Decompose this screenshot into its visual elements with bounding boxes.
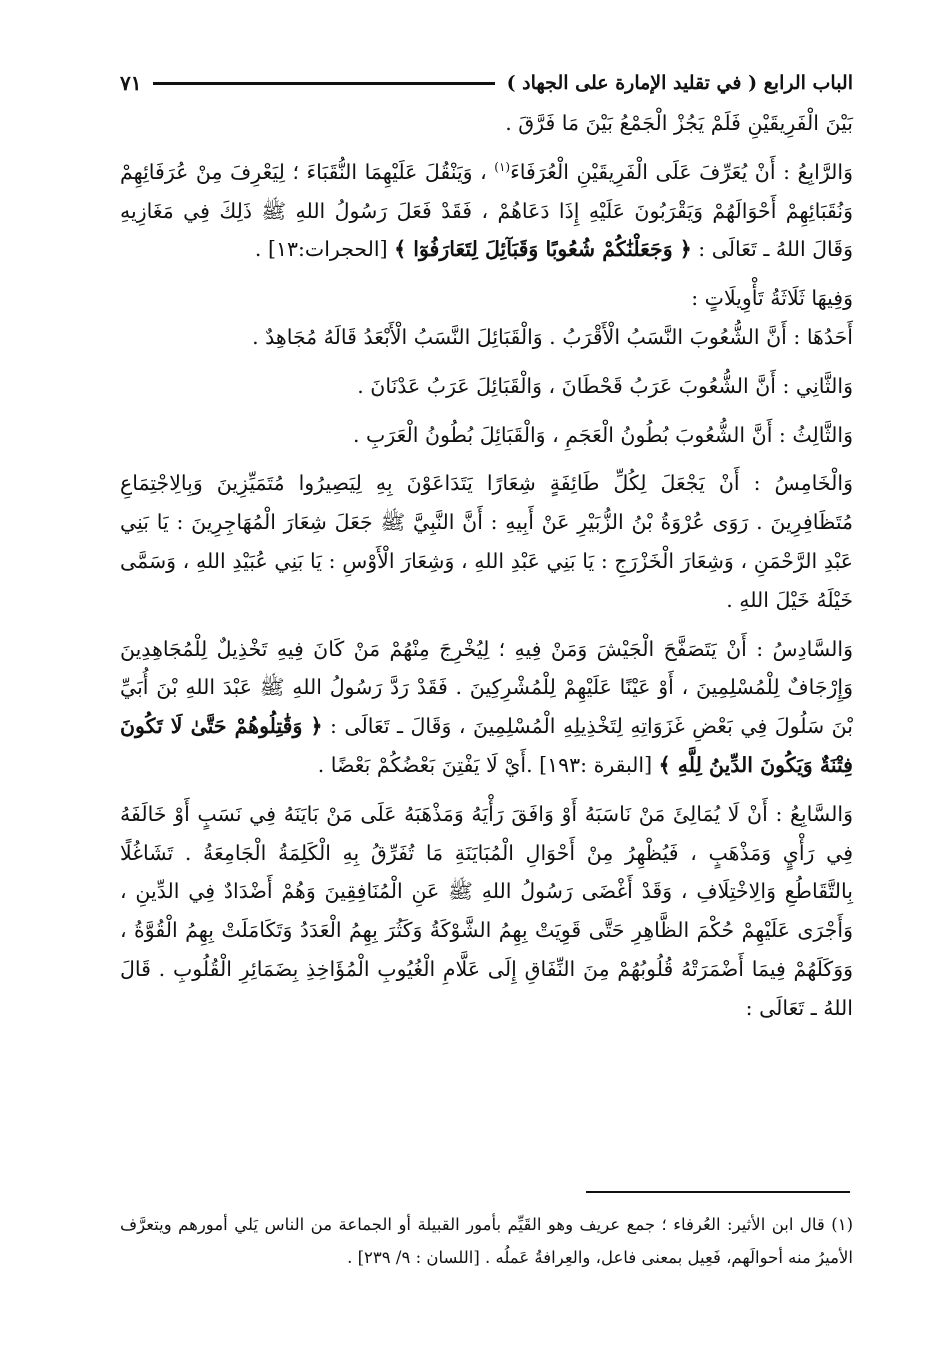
paragraph-text: وَفِيهَا ثَلَاثَةُ تَأْوِيلَاتٍ : [691, 286, 853, 311]
quran-verse: ﴿ وَقَٰتِلُوهُمْ حَتَّىٰ لَا تَكُونَ فِتْنَةٌ وَيَكُونَ الدِّينُ لِلَّهِ ﴾ [120, 714, 853, 777]
paragraph-continuation [120, 104, 853, 143]
paragraph-seventh [120, 795, 853, 1028]
running-header [120, 66, 853, 100]
paragraph-sixth [120, 630, 853, 785]
paragraph-interpretation-second [120, 367, 853, 406]
paragraph-interpretation-first [120, 318, 853, 357]
footnotes [120, 1208, 853, 1274]
paragraph-text: ، وَيَنْقُلَ عَلَيْهِمَا النُّقَبَاءَ ؛ لِيَعْرِفَ مِنْ عُرَفَائِهِمْ وَنُقَبَائِهِمْ أَحْوَالَهُمْ وَيَقْرَبُونَ عَلَيْهِ إِذَا دَعَاهُمْ ، فَقَدْ فَعَلَ رَسُولُ اللهِ ﷺ ذَلِكَ فِي مَغَازِيهِ وَقَالَ اللهُ ـ تَعَالَى : [120, 159, 853, 262]
quran-verse: ﴿ وَجَعَلْنَٰكُمْ شُعُوبًا وَقَبَآئِلَ لِتَعَارَفُوٓا ﴾ [394, 237, 692, 262]
paragraph-interpretation-third [120, 416, 853, 455]
paragraph-text: أَنَّ الشُّعُوبَ عَرَبُ قَحْطَانَ ، وَالْقَبَائِلَ عَرَبُ عَدْنَانَ . [357, 373, 776, 398]
paragraph-lead: وَالسَّابِعُ : [767, 801, 853, 826]
paragraph-lead: أَحَدُهَا : [786, 324, 853, 349]
main-text [120, 104, 853, 1028]
paragraph-lead: وَالثَّالِثُ : [772, 422, 853, 447]
footnote-separator [586, 1191, 850, 1193]
chapter-title: الباب الرابع ( في تقليد الإمارة على الجهاد ) [506, 72, 853, 94]
page-number: ٧١ [120, 71, 142, 95]
paragraph-lead: وَالرَّابِعُ : [775, 159, 853, 184]
paragraph-fifth [120, 464, 853, 619]
paragraph-interpretations-intro [120, 279, 853, 318]
paragraph-text: بَيْنَ الْفَرِيقَيْنِ فَلَمْ يَجُزْ الْجَمْعُ بَيْنَ مَا فَرَّقَ . [505, 111, 853, 135]
paragraph-lead: وَالسَّادِسُ : [746, 636, 853, 661]
footnote-marker: (١) [494, 159, 511, 174]
paragraph-text: أَنْ يَجْعَلَ لِكُلِّ طَائِفَةٍ شِعَارًا يَتَدَاعَوْنَ بِهِ لِيَصِيرُوا مُتَمَيِّزِينَ وَبِالِاجْتِمَاعِ مُتَظَافِرِينَ . رَوَى عُرْوَةُ بْنُ الزُّبَيْرِ عَنْ أَبِيهِ : أَنَّ النَّبِيَّ ﷺ جَعَلَ شِعَارَ الْمُهَاجِرِينَ : يَا بَنِي عَبْدِ الرَّحْمَنِ ، وَشِعَارَ الْخَزْرَجِ : يَا بَنِي عَبْدِ اللهِ ، وَشِعَارَ الْأَوْسِ : يَا بَنِي عُبَيْدِ اللهِ ، وَسَمَّى خَيْلَهُ خَيْلَ اللهِ . [120, 471, 853, 612]
header-rule [153, 82, 494, 85]
paragraph-fourth [120, 153, 853, 269]
verse-citation: [البقرة :١٩٣] .أَيْ لَا يَفْتِنَ بَعْضُكُمْ بَعْضًا . [317, 752, 659, 777]
paragraph-text: أَنْ يَتَصَفَّحَ الْجَيْشَ وَمَنْ فِيهِ ؛ لِيُخْرِجَ مِنْهُمْ مَنْ كَانَ فِيهِ تَخْذِيلٌ لِلْمُجَاهِدِينَ وَإِرْجَافٌ لِلْمُسْلِمِينَ ، أَوْ عَيْنًا عَلَيْهِمْ لِلْمُشْرِكِينَ . فَقَدْ رَدَّ رَسُولُ اللهِ ﷺ عَبْدَ اللهِ بْنَ أُبَيِّ بْنَ سَلُولَ فِي بَعْضِ غَزَوَاتِهِ لِتَخْذِيلِهِ الْمُسْلِمِينَ ، وَقَالَ ـ تَعَالَى : [120, 636, 853, 739]
paragraph-text: أَنْ يُعَرِّفَ عَلَى الْفَرِيقَيْنِ الْعُرَفَاءَ [510, 159, 776, 184]
verse-citation: [الحجرات:١٣] . [254, 237, 395, 262]
paragraph-text: أَنَّ الشُّعُوبَ النَّسَبُ الْأَقْرَبُ . وَالْقَبَائِلَ النَّسَبُ الْأَبْعَدُ قَالَهُ مُجَاهِدٌ . [252, 324, 787, 349]
paragraph-lead: وَالثَّانِي : [775, 373, 853, 398]
paragraph-lead: وَالْخَامِسُ : [739, 471, 853, 496]
paragraph-text: أَنْ لَا يُمَالِئَ مَنْ نَاسَبَهُ أَوْ وَافَقَ رَأْيَهُ وَمَذْهَبَهُ عَلَى مَنْ بَايَنَهُ فِي نَسَبٍ أَوْ خَالَفَهُ فِي رَأْيٍ وَمَذْهَبٍ ، فَيُظْهِرُ مِنْ أَحْوَالِ الْمُبَايَنَةِ مَا تُفَرِّقُ بِهِ الْكَلِمَةُ الْجَامِعَةُ . تَشَاغُلًا بِالتَّقَاطُعِ وَالِاخْتِلَافِ ، وَقَدْ أَغْضَى رَسُولُ اللهِ ﷺ عَنِ الْمُنَافِقِينَ وَهُمْ أَضْدَادٌ فِي الدِّينِ ، وَأَجْرَى عَلَيْهِمْ حُكْمَ الظَّاهِرِ حَتَّى قَوِيَتْ بِهِمُ الشَّوْكَةُ وَكَثُرَ بِهِمُ الْعَدَدُ وَتَكَامَلَتْ بِهِمُ الْقُوَّةُ ، وَوَكَلَهُمْ فِيمَا أَضْمَرَتْهُ قُلُوبُهُمْ مِنَ النِّفَاقِ إِلَى عَلَّامِ الْغُيُوبِ الْمُؤَاخِذِ بِضَمَائِرِ الْقُلُوبِ . قَالَ اللهُ ـ تَعَالَى : [120, 801, 853, 1020]
paragraph-text: أَنَّ الشُّعُوبَ بُطُونُ الْعَجَمِ ، وَالْقَبَائِلَ بُطُونُ الْعَرَبِ . [353, 422, 773, 447]
footnote-1: (١) قال ابن الأثير: العُرفاء ؛ جمع عريف وهو القَيِّم بأمور القبيلة أو الجماعة من الناس يَلي أمورهم ويتعرَّف الأميرُ منه أحوالَهم، فَعِيل بمعنى فاعل، والعِرافةُ عَملُه . [اللسان : ٩/ ٢٣٩] . [120, 1215, 853, 1267]
